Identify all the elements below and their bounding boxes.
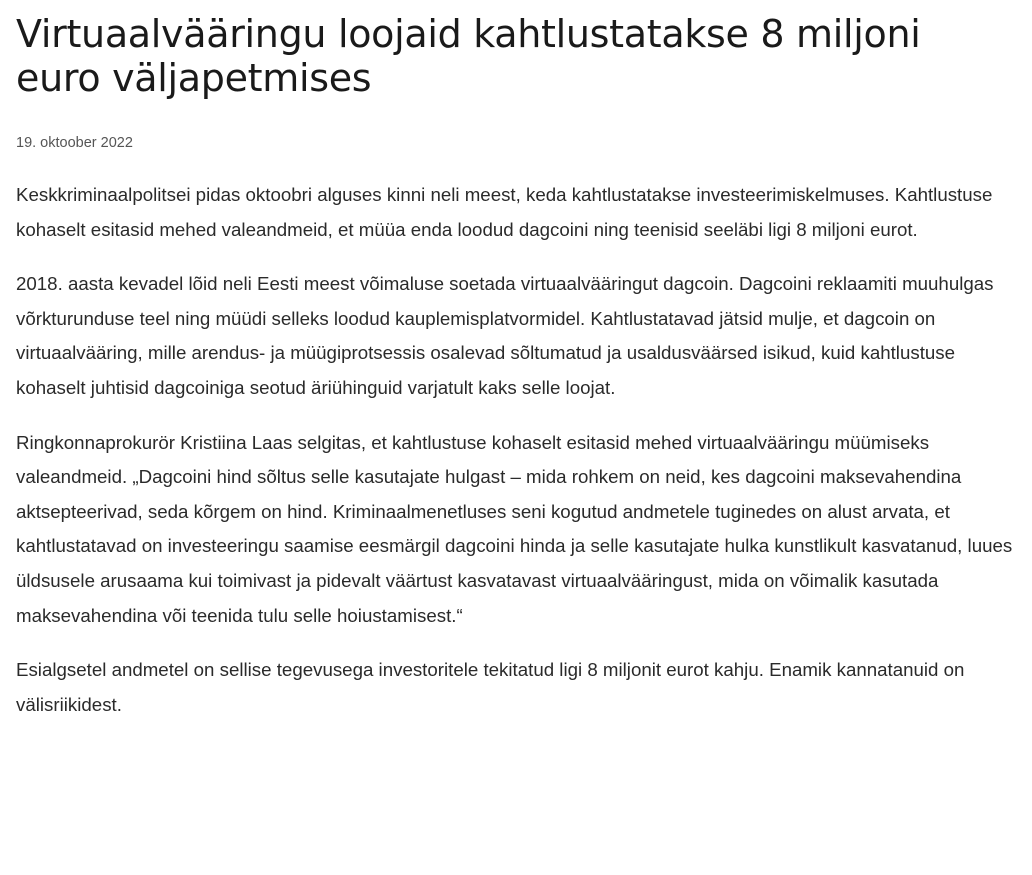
article-body — [16, 178, 1016, 722]
article-paragraph: 2018. aasta kevadel lõid neli Eesti meest võimaluse soetada virtuaalvääringut dagcoin. Dagcoini reklaamiti muuhulgas võrkturunduse teel ning müüdi selleks loodud kauplemisplatvormidel. Kahtlustatavad jätsid mulje, et dagcoin on virtuaalvääring, mille arendus- ja müügiprotsessis osalevad sõltumatud ja usaldusväärsed isikud, kuid kahtlustuse kohaselt juhtisid dagcoiniga seotud äriühinguid varjatult kaks selle loojat. — [16, 273, 994, 398]
article-paragraph: Ringkonnaprokurör Kristiina Laas selgitas, et kahtlustuse kohaselt esitasid mehed virtuaalvääringu müümiseks valeandmeid. „Dagcoini hind sõltus selle kasutajate hulgast – mida rohkem on neid, kes dagcoini maksevahendina aktsepteerivad, seda kõrgem on hind. Kriminaalmenetluses seni kogutud andmetele tuginedes on alust arvata, et kahtlustatavad on investeeringu saamise eesmärgil dagcoini hinda ja selle kasutajate hulka kunstlikult kasvatanud, luues üldsusele arusaama kui toimivast ja pidevalt väärtust kasvatavast virtuaalvääringust, mida on võimalik kasutada maksevahendina või teenida tulu selle hoiustamisest.“ — [16, 431, 1013, 626]
article-paragraph: Esialgsetel andmetel on sellise tegevusega investoritele tekitatud ligi 8 miljonit eurot kahju. Enamik kannatanuid on välisriikidest. — [16, 659, 965, 715]
article-paragraph: Keskkriminaalpolitsei pidas oktoobri alguses kinni neli meest, keda kahtlustatakse investeerimiskelmuses. Kahtlustuse kohaselt esitasid mehed valeandmeid, et müüa enda loodud dagcoini ning teenisid seeläbi ligi 8 miljoni eurot. — [16, 184, 993, 240]
article-headline: Virtuaalvääringu loojaid kahtlustatakse 8 miljoni euro väljapetmises — [16, 12, 921, 100]
publish-date: 19. oktoober 2022 — [16, 135, 133, 151]
